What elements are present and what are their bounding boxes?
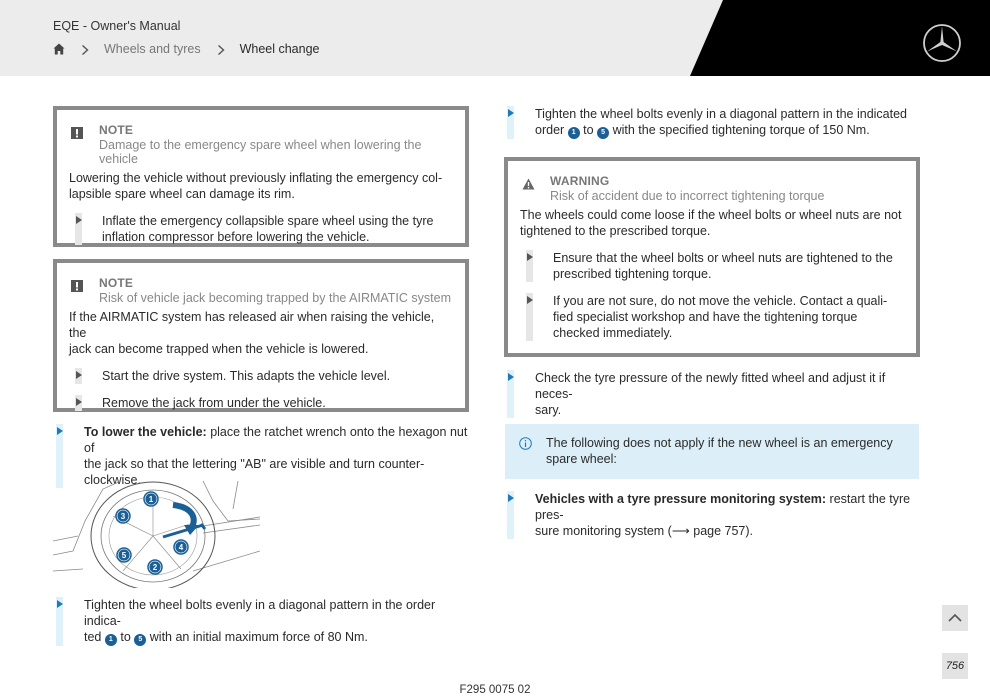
warning-box-tightening-torque	[504, 157, 920, 357]
page-number-badge[interactable]	[942, 653, 968, 679]
manual-title: EQE - Owner's Manual	[53, 19, 181, 33]
arrow-icon	[57, 600, 63, 608]
arrow-icon	[57, 427, 63, 435]
note-header	[71, 123, 451, 166]
note-title: NOTE	[99, 123, 134, 137]
step-check-tyre-pressure: Check the tyre pressure of the newly fitted wheel and adjust it if neces- sary.	[504, 370, 920, 418]
bolt-number-3	[116, 509, 130, 523]
note-box-spare-wheel	[53, 106, 469, 247]
note-title: NOTE	[99, 276, 134, 290]
scroll-to-top-button[interactable]	[942, 605, 968, 631]
warning-header	[522, 174, 902, 203]
note-text: If the AIRMATIC system has released air when raising the vehicle, the jack can become trapped when the vehicle is lowered.	[69, 310, 435, 356]
page-reference-link[interactable]: sure monitoring system (⟶ page 757).	[535, 524, 754, 538]
arrow-icon	[527, 253, 533, 261]
step-restart-tpms: Vehicles with a tyre pressure monitoring system: restart the tyre pres- sure monitoring system (⟶ page 757).	[504, 491, 924, 539]
breadcrumb-wheels-and-tyres[interactable]: Wheels and tyres	[104, 42, 201, 56]
chevron-up-icon	[948, 611, 962, 625]
bolt-number-2	[148, 560, 162, 574]
note-step: Start the drive system. This adapts the vehicle level.	[71, 368, 451, 384]
arrow-icon	[508, 494, 514, 502]
bolt-number-4	[174, 540, 188, 554]
warning-title: WARNING	[550, 174, 610, 188]
note-subtitle: Risk of vehicle jack becoming trapped by the AIRMATIC system	[99, 291, 451, 305]
mercedes-star-icon[interactable]	[922, 23, 962, 63]
exclamation-icon	[71, 280, 83, 295]
bolt-number-badge: 1	[105, 634, 117, 646]
svg-text:3: 3	[120, 512, 126, 521]
breadcrumb-wheel-change: Wheel change	[239, 42, 320, 56]
step-lower-vehicle: To lower the vehicle: place the ratchet wrench onto the hexagon nut of the jack so that the lettering "AB" are visible and turn counter-clockwise.	[53, 424, 473, 488]
bolt-number-badge: 5	[134, 634, 146, 646]
arrow-icon	[76, 216, 82, 224]
exclamation-icon	[71, 127, 83, 142]
page-number: 756	[945, 660, 965, 672]
wheel-bolt-diagram	[53, 481, 260, 588]
arrow-icon	[76, 371, 82, 379]
header-bar	[0, 0, 990, 76]
chevron-right-icon	[217, 44, 225, 54]
warning-text: The wheels could come loose if the wheel bolts or wheel nuts are not tightened to the prescribed torque.	[520, 208, 902, 238]
bolt-number-badge: 1	[568, 127, 580, 139]
svg-text:2: 2	[152, 563, 158, 572]
step-tighten-final: Tighten the wheel bolts evenly in a diagonal pattern in the indicated order 1 to 5 with the specified tightening torque of 150 Nm.	[504, 106, 920, 139]
note-header	[71, 276, 451, 305]
svg-text:1: 1	[148, 495, 154, 504]
note-step: Inflate the emergency collapsible spare wheel using the tyre inflation compressor before lowering the vehicle.	[71, 213, 451, 245]
bolt-number-1	[144, 492, 158, 506]
figure-code: F295 0075 02	[459, 684, 531, 696]
chevron-right-icon	[81, 44, 89, 54]
warning-step: Ensure that the wheel bolts or wheel nuts are tightened to the prescribed tightening torque.	[522, 250, 902, 282]
bolt-number-badge: 5	[597, 127, 609, 139]
info-box-emergency-spare: The following does not apply if the new wheel is an emergency spare wheel:	[505, 424, 919, 479]
step-tighten-initial: Tighten the wheel bolts evenly in a diagonal pattern in the order indica- ted 1 to 5 with an initial maximum force of 80 Nm.	[53, 597, 473, 646]
home-icon[interactable]	[53, 43, 65, 55]
warning-subtitle: Risk of accident due to incorrect tightening torque	[550, 189, 825, 203]
note-step: Remove the jack from under the vehicle.	[71, 395, 451, 411]
breadcrumb	[53, 42, 320, 56]
arrow-icon	[76, 398, 82, 406]
arrow-icon	[527, 296, 533, 304]
arrow-icon	[508, 373, 514, 381]
arrow-icon	[508, 109, 514, 117]
warning-triangle-icon	[522, 178, 535, 193]
warning-step: If you are not sure, do not move the vehicle. Contact a quali- fied specialist workshop and have the tightening torque checked immediately.	[522, 293, 902, 341]
note-text: Lowering the vehicle without previously inflating the emergency col- lapsible spare wheel can damage its rim.	[69, 171, 443, 201]
svg-text:4: 4	[178, 543, 184, 552]
svg-text:5: 5	[121, 551, 127, 560]
info-icon	[519, 437, 532, 450]
note-subtitle: Damage to the emergency spare wheel when lowering the vehicle	[99, 138, 422, 166]
bolt-number-5	[117, 548, 131, 562]
note-box-airmatic	[53, 259, 469, 412]
